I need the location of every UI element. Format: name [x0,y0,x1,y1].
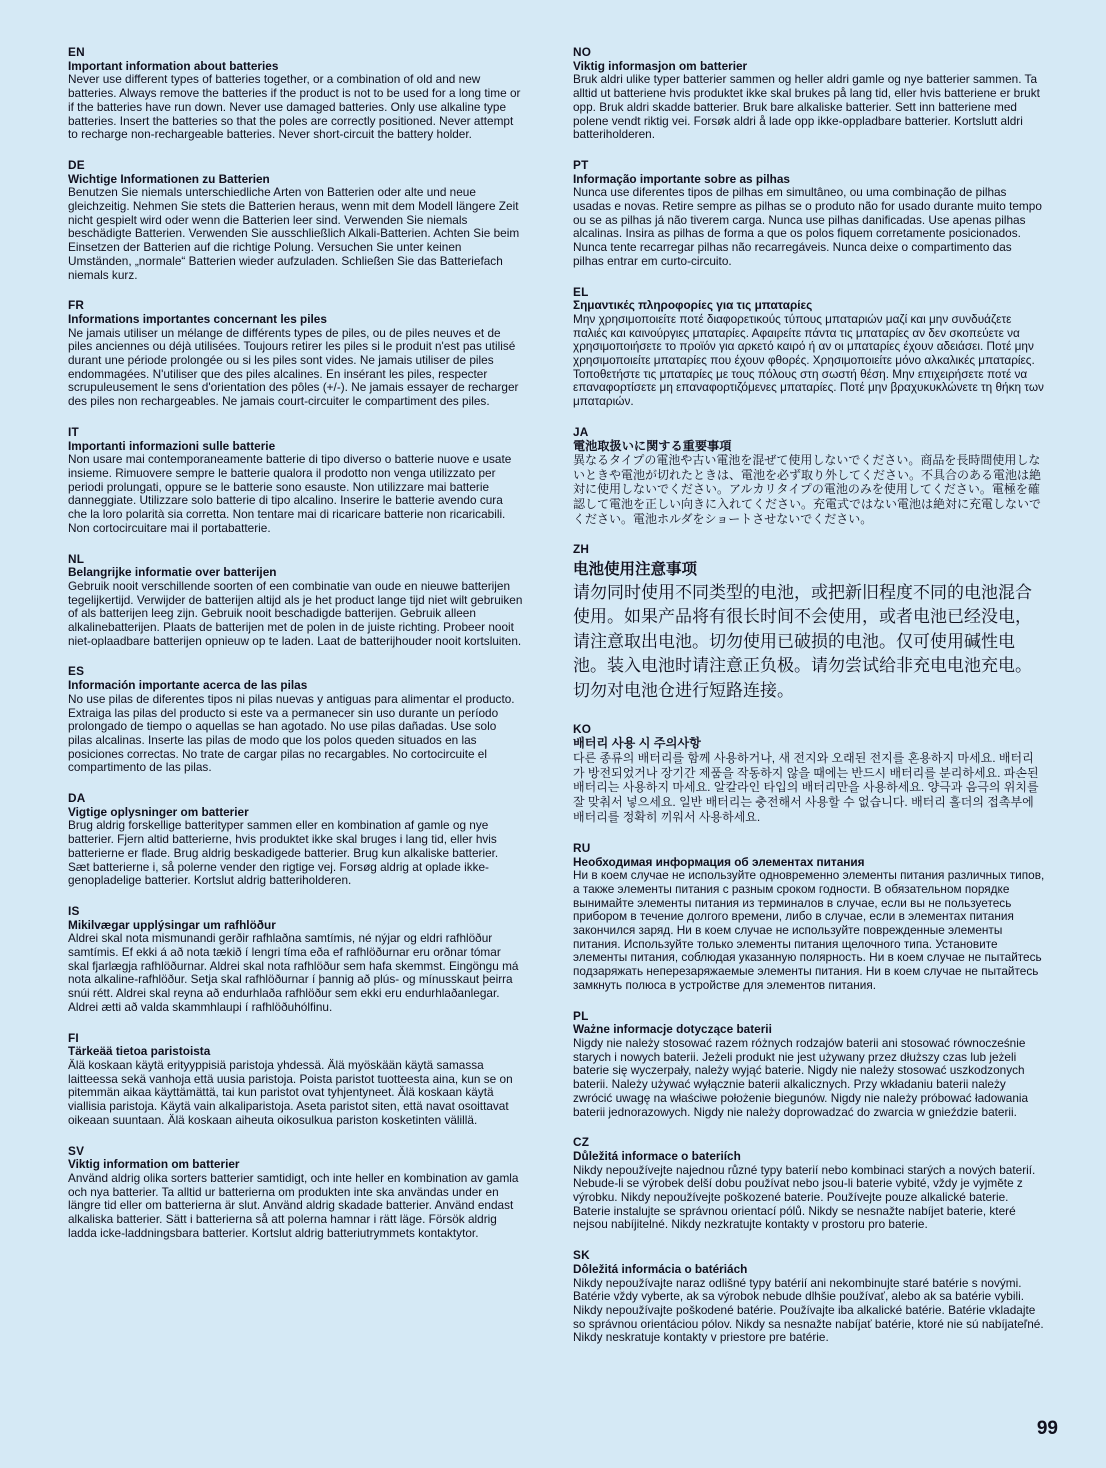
language-section-pt [573,159,1045,269]
language-section-ja [573,426,1045,526]
language-section-no [573,46,1045,142]
section-body: Bruk aldri ulike typer batterier sammen og heller aldri gamle og nye batterier sammen. Ta alltid ut batteriene hvis produktet ikke skal brukes på lang tid, eller hvis batteriene er brukt opp. Bruk aldri skadde batterier. Bruk bare alkaliske batterier. Sett inn batteriene med polene vendt riktig vei. Forsøk aldri å lade opp ikke-oppladbare batterier. Kortslutt aldri batteriholderen. [573,72,1040,142]
section-title: Необходимая информация об элементах питания [573,854,865,869]
section-body: Gebruik nooit verschillende soorten of een combinatie van oude en nieuwe batterijen tegelijkertijd. Verwijder de batterijen altijd als je het product lange tijd niet wilt gebruiken of als batterijen leeg zijn. Gebruik nooit beschadigde batterijen. Gebruik alleen alkalinebatterijen. Plaats de batterijen met de polen in de juiste richting. Probeer nooit niet-oplaadbare batterijen opnieuw op te laden. Laat de batterijhouder nooit kortsluiten. [68,578,523,648]
language-section-el [573,286,1045,409]
language-section-es [68,665,523,775]
language-section-zh [573,543,1045,703]
section-body: Älä koskaan käytä erityyppisiä paristoja yhdessä. Älä myöskään käytä samassa laitteessa sekä vanhoja että uusia paristoja. Poista paristot tuotteesta aina, kun se on pitemmän aikaa käyttämättä, tai kun paristot ovat tyhjentyneet. Älä koskaan käytä viallisia paristoja. Käytä vain alkaliparistoja. Aseta paristot siten, että navat osoittavat oikeaan suuntaan. Älä koskaan aiheuta oikosulkua pariston kosketinten välillä. [68,1058,513,1127]
section-title: Viktig informasjon om batterier [573,58,748,73]
left-column [68,46,523,1362]
language-code-label: ZH [573,542,590,557]
section-body: Brug aldrig forskellige batterityper sammen eller en kombination af gamle og nye batterier. Fjern altid batterierne, hvis produktet ikke skal bruges i lang tid, eller hvis batterierne er flade. Brug aldrig beskadigede batterier. Brug kun alkaliske batterier. Sæt batterierne i, så polerne vender den rigtige vej. Forsøg aldrig at oplade ikke-genopladelige batterier. Kortslut aldrig batteriholderen. [68,818,499,888]
language-code-label: ES [68,664,85,679]
section-body: Nikdy nepoužívejte najednou různé typy baterií nebo kombinaci starých a nových baterií. Nebude-li se výrobek delší dobu používat nebo jsou-li baterie vybité, vždy je vyjměte z výrobku. Nikdy nepoužívejte poškozené baterie. Používejte pouze alkalické baterie. Baterie instalujte se správnou orientací pólů. Nikdy se nesnažte nabíjet baterie, které nejsou nabíjitelné. Nikdy nezkratujte kontakty v prostoru pro baterie. [573,1162,1036,1232]
section-title: 电池使用注意事项 [573,560,698,578]
section-title: Mikilvægar upplýsingar um rafhlöður [68,917,276,932]
section-body: Never use different types of batteries together, or a combination of old and new batteries. Always remove the batteries if the product is not to be used for a long time or if the batteries have run down. Never use damaged batteries. Only use alkaline type batteries. Insert the batteries so that the poles are correctly positioned. Never attempt to recharge non-rechargeable batteries. Never short-circuit the battery holder. [68,72,521,142]
language-code-label: FI [68,1030,79,1045]
section-title: Důležitá informace o bateriích [573,1148,741,1163]
language-code-label: PL [573,1008,589,1023]
language-code-label: DE [68,157,85,172]
language-code-label: NL [68,551,85,566]
language-section-en [68,46,523,142]
language-code-label: EL [573,284,589,299]
language-code-label: DA [68,791,86,806]
section-title: Wichtige Informationen zu Batterien [68,171,270,186]
section-body: 異なるタイプの電池や古い電池を混ぜて使用しないでください。商品を長時間使用しないときや電池が切れたときは、電池を必ず取り外してください。不具合のある電池は絶対に使用しないでください。アルカリタイプの電池のみを使用してください。電極を確認して電池を正しい向きに入れてください。充電式ではない電池は絶対に充電しないでください。電池ホルダをショートさせないでください。 [573,453,1042,526]
section-body: Benutzen Sie niemals unterschiedliche Arten von Batterien oder alte und neue gleichzeitig. Nehmen Sie stets die Batterien heraus, wenn mit dem Modell längere Zeit nicht gespielt wird oder wenn die Batterien leer sind. Verwenden Sie niemals beschädigte Batterien. Verwenden Sie ausschließlich Alkali-Batterien. Achten Sie beim Einsetzen der Batterien auf die richtige Polung. Versuchen Sie unter keinen Umständen, „normale“ Batterien wieder aufzuladen. Schließen Sie das Batteriefach niemals kurz. [68,185,520,282]
language-code-label: SK [573,1248,590,1263]
language-code-label: FR [68,298,85,313]
language-code-label: JA [573,424,589,439]
language-section-fi [68,1032,523,1128]
language-section-it [68,426,523,536]
section-body: Ne jamais utiliser un mélange de différents types de piles, ou de piles neuves et de piles anciennes ou déjà utilisées. Toujours retirer les piles si le produit n'est pas utilisé durant une période prolongée ou si les piles sont vides. Ne jamais utiliser de piles endommagées. N'utiliser que des piles alcalines. En insérant les piles, respecter scrupuleusement le sens d'orientation des pôles (+/-). Ne jamais essayer de recharger des piles non rechargeables. Ne jamais court-circuiter le compartiment des piles. [68,325,519,409]
section-body: Nigdy nie należy stosować razem różnych rodzajów baterii ani stosować równocześnie starych i nowych baterii. Jeżeli produkt nie jest używany przez dłuższy czas lub jeżeli baterie się wyczerpały, należy wyjąć baterie. Nigdy nie należy stosować uszkodzonych baterii. Należy używać wyłącznie baterii alkalicznych. Przy wkładaniu baterii należy zwrócić uwagę na właściwe położenie biegunów. Nigdy nie należy próbować ładowania baterii jednorazowych. Nigdy nie należy doprowadzać do zwarcia w gnieździe baterii. [573,1035,1029,1119]
language-section-da [68,792,523,888]
section-title: Informação importante sobre as pilhas [573,171,790,186]
language-section-ko [573,723,1045,824]
section-body: 请勿同时使用不同类型的电池，或把新旧程度不同的电池混合使用。如果产品将有很长时间不会使用，或者电池已经没电，请注意取出电池。切勿使用已破损的电池。仅可使用碱性电池。装入电池时请注意正负极。请勿尝试给非充电电池充电。切勿对电池仓进行短路连接。 [573,582,1032,700]
language-code-label: EN [68,45,85,59]
language-code-label: IS [68,903,80,918]
section-body: Använd aldrig olika sorters batterier samtidigt, och inte heller en kombination av gamla och nya batterier. Ta alltid ur batterierna om produkten inte ska användas under en längre tid eller om batterierna är slut. Använd aldrig skadade batterier. Använd endast alkaliska batterier. Sätt i batterierna så att polerna hamnar i rätt läge. Försök aldrig ladda icke-laddningsbara batterier. Kortslut aldrig batteriutrymmets kontaktytor. [68,1170,519,1240]
language-section-sv [68,1145,523,1241]
section-title: Dôležitá informácia o batériách [573,1261,748,1276]
section-title: Σημαντικές πληροφορίες για τις μπαταρίες [573,298,813,313]
language-section-de [68,159,523,282]
language-section-ru [573,842,1045,993]
language-code-label: NO [573,45,592,59]
page-number: 99 [1036,1418,1058,1439]
language-code-label: PT [573,157,589,172]
section-title: Informations importantes concernant les piles [68,311,327,326]
language-section-fr [68,299,523,409]
section-body: Aldrei skal nota mismunandi gerðir rafhlaðna samtímis, né nýjar og eldri rafhlöður samtímis. Ef ekki á að nota tækið í lengri tíma eða ef rafhlöðurnar eru orðnar tómar skal fjarlægja rafhlöðurnar. Aldrei skal nota rafhlöður sem hafa skemmst. Eingöngu má nota alkaline-rafhlöður. Setja skal rafhlöðurnar í þannig að plús- og mínusskaut þeirra snúi rétt. Aldrei skal reyna að endurhlaða rafhlöður sem ekki eru endurhlaðanlegar. Aldrei ætti að valda skammhlaupi í rafhlöðuhólfinu. [68,931,519,1014]
language-section-nl [68,553,523,649]
language-code-label: RU [573,840,591,855]
section-body: Μην χρησιμοποιείτε ποτέ διαφορετικούς τύπους μπαταριών μαζί και μην συνδυάζετε παλιές και καινούργιες μπαταρίες. Αφαιρείτε πάντα τις μπαταρίες αν δεν σκοπεύετε να χρησιμοποιήσετε το προϊόν για αρκετό καιρό ή αν οι μπαταρίες έχουν αδειάσει. Ποτέ μην χρησιμοποιείτε μπαταρίες που έχουν φθορές. Χρησιμοποιείτε μόνο αλκαλικές μπαταρίες. Τοποθετήστε τις μπαταρίες με τους πόλους στη σωστή θέση. Μην επιχειρήσετε ποτέ να επαναφορτίσετε μη επαναφορτιζόμενες μπαταρίες. Ποτέ μην βραχυκυκλώνετε τη θήκη των μπαταριών. [573,311,1044,409]
section-body: No use pilas de diferentes tipos ni pilas nuevas y antiguas para alimentar el producto. Extraiga las pilas del producto si este va a permanecer sin uso durante un período prolongado de tiempo o aquellas se han agotado. No use pilas dañadas. Use solo pilas alcalinas. Inserte las pilas de modo que los polos queden situados en las posiciones correctas. No trate de cargar pilas no recargables. No cortocircuite el compartimento de las pilas. [68,691,515,775]
language-code-label: IT [68,424,79,439]
language-code-label: KO [573,722,592,737]
section-title: Importanti informazioni sulle batterie [68,438,276,453]
section-title: Important information about batteries [68,58,279,73]
right-column [573,46,1045,1362]
language-code-label: CZ [573,1135,590,1150]
section-title: Belangrijke informatie over batterijen [68,565,277,580]
section-body: Ни в коем случае не используйте одновременно элементы питания различных типов, а также элементы питания с разным сроком годности. В обязательном порядке вынимайте элементы питания из терминалов в случае, если вы не пользуетесь прибором в течение долгого времени, либо в случае, если в элементах питания закончился заряд. Ни в коем случае не используйте поврежденные элементы питания. Используйте только элементы питания щелочного типа. Установите элементы питания, соблюдая указанную полярность. Ни в коем случае не пытайтесь подзаряжать неперезаряжаемые элементы питания. Ни в коем случае не пытайтесь замкнуть полюса в устройстве для элементов питания. [573,868,1045,992]
section-title: 電池取扱いに関する重要事項 [573,438,732,453]
section-body: Nikdy nepoužívajte naraz odlišné typy batérií ani nekombinujte staré batérie s novými. Batérie vždy vyberte, ak sa výrobok nebude dlhšie používať, alebo ak sa batérie vybili. Nikdy nepoužívajte poškodené batérie. Používajte iba alkalické batérie. Batérie vkladajte so správnou orientáciou pólov. Nikdy sa nesnažte nabíjať batérie, ktoré nie sú nabíjateľné. Nikdy neskratuje kontakty v priestore pre batérie. [573,1275,1044,1345]
section-body: Non usare mai contemporaneamente batterie di tipo diverso o batterie nuove e usate insieme. Rimuovere sempre le batterie qualora il prodotto non venga utilizzato per periodi prolungati, oppure se le batterie sono esauste. Non utilizzare mai batterie danneggiate. Utilizzare solo batterie di tipo alcalino. Inserire le batterie avendo cura che la loro polarità sia corretta. Non tentare mai di ricaricare batterie non ricaricabili. Non cortocircuitare mai il portabatterie. [68,452,512,535]
section-title: 배터리 사용 시 주의사항 [573,736,701,751]
section-title: Vigtige oplysninger om batterier [68,804,249,819]
section-title: Viktig information om batterier [68,1157,240,1172]
section-body: Nunca use diferentes tipos de pilhas em simultâneo, ou uma combinação de pilhas usadas e novas. Retire sempre as pilhas se o produto não for usado durante muito tempo ou se as pilhas já não tiverem carga. Nunca use pilhas danificadas. Use apenas pilhas alcalinas. Insira as pilhas de forma a que os polos fiquem corretamente posicionados. Nunca tente recarregar pilhas não recarregáveis. Nunca deixe o compartimento das pilhas entrar em curto-circuito. [573,185,1042,268]
section-title: Tärkeää tietoa paristoista [68,1044,211,1059]
language-section-cz [573,1136,1045,1232]
language-code-label: SV [68,1143,85,1158]
language-section-sk [573,1249,1045,1345]
language-section-pl [573,1010,1045,1120]
section-body: 다른 종류의 배터리를 함께 사용하거나, 새 전지와 오래된 전지를 혼용하지 마세요. 배터리가 방전되었거나 장기간 제품을 작동하지 않을 때에는 반드시 배터리를 분리하세요. 파손된 배터리는 사용하지 마세요. 알칼라인 타입의 배터리만을 사용하세요. 양극과 음극의 위치를 잘 맞춰서 넣으세요. 일반 배터리는 충전해서 사용할 수 없습니다. 배터리 홀더의 접촉부에 배터리를 정확히 끼워서 사용하세요. [573,750,1039,825]
section-title: Información importante acerca de las pilas [68,678,308,693]
section-title: Ważne informacje dotyczące baterii [573,1022,772,1037]
language-section-is [68,905,523,1015]
